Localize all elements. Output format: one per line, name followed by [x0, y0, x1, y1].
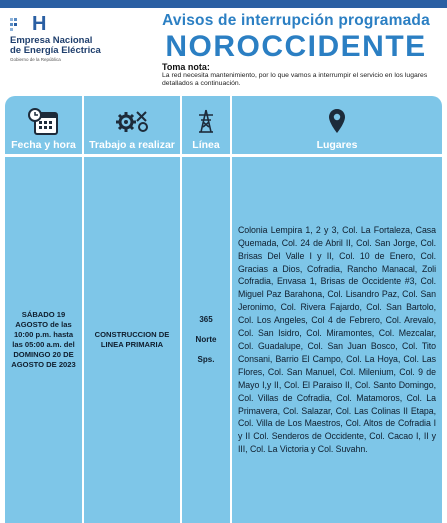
cell-work	[84, 157, 180, 523]
gears-icon	[115, 108, 149, 134]
date-text: SÁBADO 19 AGOSTO de las 10:00 p.m. hasta las 05:00 a.m. del DOMINGO 20 DE AGOSTO DE 2023	[11, 310, 76, 369]
header-date	[5, 96, 82, 154]
top-band	[0, 0, 447, 8]
outage-table	[5, 96, 442, 523]
cell-places	[232, 157, 442, 523]
places-text: Colonia Lempira 1, 2 y 3, Col. La Fortaleza, Casa Quemada, Col. 24 de Abril II, Col. San Jorge, Col. Brisas Del Valle I y II, Col. 10 de Enero, Col. Gracias a Dios, Cofradia, Rancho Manacal, Zoli Cofradia, Envasa 1, Brisas de Occidente #3, Col. Miguel Paz Barahona, Col. Lisandro Paz, Col. San Jeronimo, Col. Rivera Fajardo, Col. San Bartolo, Col. Los Angeles, Col 4 de Febrero, Col. Arevalo, Col. San Isidro, Col. Miramontes, Col. Mezcalar, Col. Guadalupe, Col. San Juan Bosco, Col. Tito Consani, Barrio El Campo, Col. La Hoya, Col. Las Flores, Col. San Manuel, Col. Milenium, Col. 9 de Mayo I,y II, Col. El Paraiso II, Col. Santo Domingo, Col. Villas de Cofradia, Col. Matamoros, Col. La Primavera, Col. Salazar, Col. Las Colinas II Etapa, Col. Villa de Los Maestros, Col. Altos de Cofradia I y II Col. Senderos de Occidente, Col. Cacao I, II y III, Col. La Victoria y Col. Suvahn.	[238, 224, 436, 455]
header-date-label: Fecha y hora	[11, 139, 76, 151]
enee-logo	[10, 14, 150, 62]
org-sub: Gobierno de la República	[10, 57, 61, 62]
notice-title: Avisos de interrupción programada	[162, 12, 430, 29]
line-text	[196, 314, 217, 366]
line-name: Norte	[195, 335, 217, 344]
logo-dots-icon	[10, 15, 32, 33]
header-places-label: Lugares	[316, 139, 358, 151]
logo-mark	[10, 14, 150, 34]
header-work	[84, 96, 180, 154]
note-title: Toma nota:	[162, 62, 210, 72]
work-text: CONSTRUCCION DE LINEA PRIMARIA	[94, 330, 170, 349]
cell-line	[182, 157, 230, 523]
header-work-label: Trabajo a realizar	[89, 139, 175, 151]
power-tower-icon	[196, 108, 216, 134]
header-places	[232, 96, 442, 154]
line-city: Sps.	[197, 355, 215, 364]
header-line	[182, 96, 230, 154]
line-number: 365	[199, 315, 213, 324]
org-name-line2: de Energía Eléctrica	[10, 45, 101, 56]
cell-date	[5, 157, 82, 523]
header-line-label: Línea	[192, 139, 220, 151]
location-pin-icon	[328, 108, 346, 134]
logo-letter: H	[32, 13, 47, 35]
region-title: NOROCCIDENTE	[165, 30, 427, 63]
note-text: La red necesita mantenimiento, por lo que vamos a interrumpir el servicio en los lugares detallados a continuación.	[162, 72, 428, 87]
org-name-line1: Empresa Nacional	[10, 35, 93, 46]
calendar-clock-icon	[28, 108, 60, 136]
